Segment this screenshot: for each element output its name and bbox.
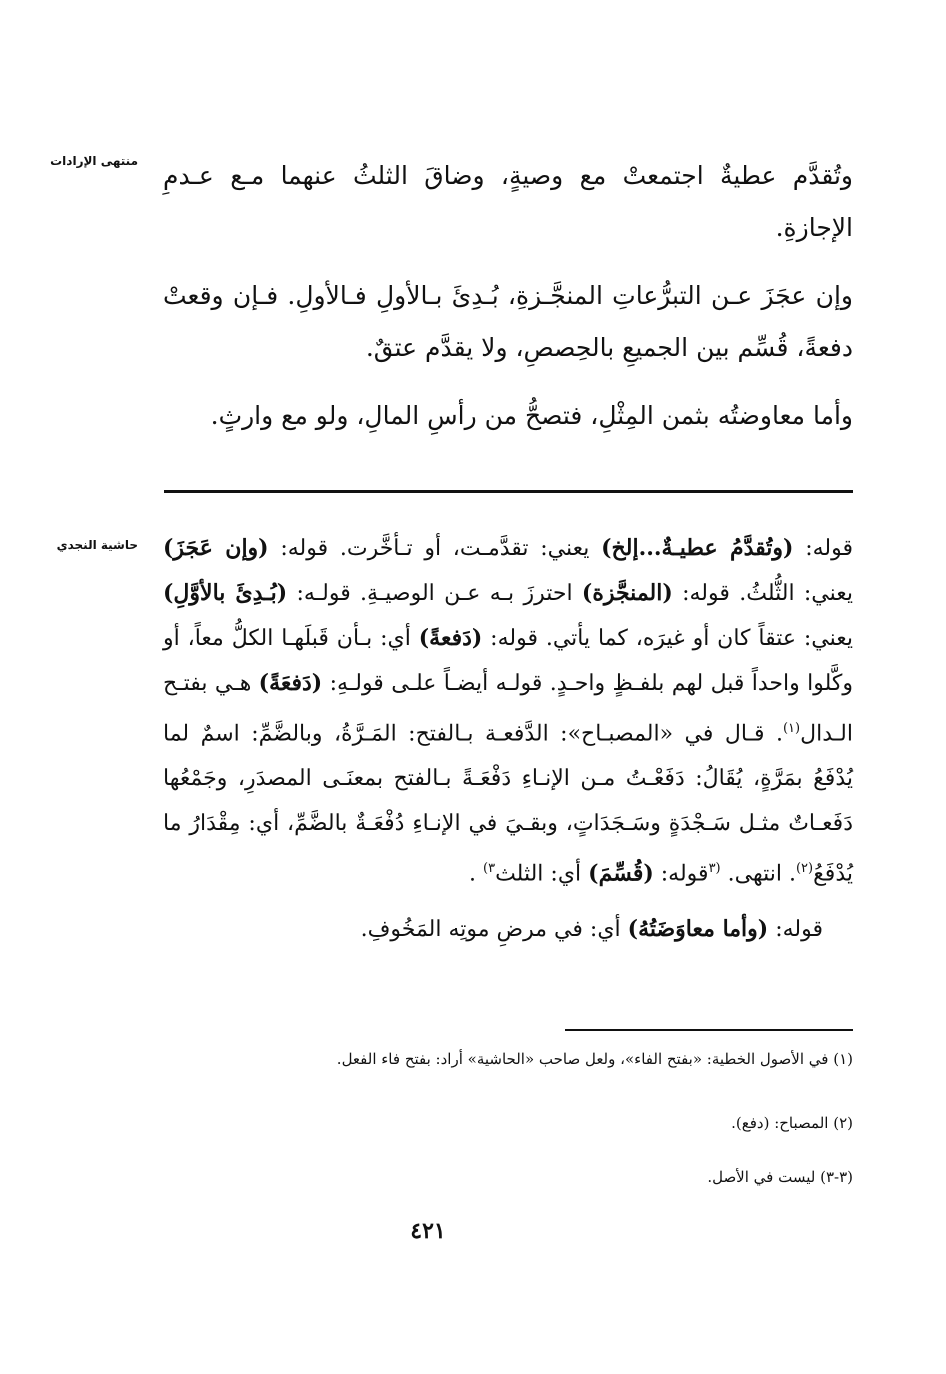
section-divider <box>164 490 853 493</box>
quoted-lemma: (المنجَّزة) <box>581 580 673 606</box>
footnote-marker-3-open: (٣ <box>708 861 721 877</box>
commentary-paragraph-2 <box>163 907 853 952</box>
quoted-lemma: (وأما معاوَضَتُهُ) <box>627 915 769 942</box>
quoted-lemma: (قُسِّمَ) <box>588 860 654 887</box>
commentary-text-run: . قـال في «المصبـاح»: الدَّفعـة بـالفتح: المَـرَّةُ، وبالضَّمِّ: اسمٌ لما يُدْفَعُ بمَرَّةٍ، يُقَالُ: دَفَعْـتُ مـن الإنـاءِ دَفْعَـةً بـالفتح بمعنَـى المصدَرِ، وجَمْعُها دَفَعـاتٌ مثـل سَـجْدَةٍ وسَـجَدَاتٍ، وبقـيَ في الإنـاءِ دُفْعَـةٌ بالضَّمِّ، أي: مِقْدَارُ ما يُدْفَعُ <box>163 721 853 887</box>
main-text <box>163 150 853 442</box>
commentary-text-run: احترزَ بـه عـن الوصيـةِ. قولـه: <box>287 581 582 606</box>
commentary-text-run: قوله: <box>793 536 854 561</box>
commentary-text-run: أي: بـأن قَبلَهـا الكلُّ معاً، أو وكَّلوا واحداً قبل لهم بلفـظٍ واحـدٍ. قولـه أيضـاً علـى قولـهِ: <box>163 626 853 696</box>
commentary-paragraph-1 <box>163 526 853 897</box>
commentary-text-run: يعني: تقدَّمـت، أو تـأخَّرت. قوله: <box>268 536 602 561</box>
footnote-2: (٢) المصباح: (دفع). <box>731 1114 853 1132</box>
commentary-text-run: قوله: <box>768 916 823 942</box>
commentary-text <box>163 526 853 952</box>
footnote-marker-1: (١) <box>782 721 801 736</box>
main-paragraph-3: وأما معاوضتُه بثمن المِثْلِ، فتصحُّ من رأسِ المالِ، ولو مع وارثٍ. <box>210 401 853 430</box>
footnote-3: (٣-٣) ليست في الأصل. <box>707 1168 853 1186</box>
quoted-lemma: (وتُقدَّمُ عطيـةٌ...إلخ) <box>601 535 794 561</box>
commentary-text-run: . <box>469 861 484 887</box>
commentary-text-run: أي: الثلث <box>495 861 589 887</box>
margin-label-main: منتهى الإرادات <box>50 154 138 168</box>
footnote-1: (١) في الأصول الخطية: «بفتح الفاء»، ولعل صاحب «الحاشية» أراد: بفتح فاء الفعل. <box>336 1050 853 1068</box>
commentary-text-run: . انتهى. <box>720 861 796 887</box>
quoted-lemma: (وإن عَجَزَ) <box>163 535 269 561</box>
commentary-text-run: هـي بفتـح الـدال <box>163 671 853 747</box>
page-number: ٤٢١ <box>410 1218 446 1244</box>
commentary-text-run: قوله: <box>653 861 709 887</box>
footnote-marker-2: (٢) <box>795 861 814 877</box>
footnote-divider <box>565 1029 853 1031</box>
quoted-lemma: (بُـدِئَ بالأوَّلِ) <box>163 580 288 606</box>
quoted-lemma: (دَفعَةً) <box>258 670 323 696</box>
quoted-lemma: (دَفعةً) <box>418 625 483 651</box>
main-paragraph-1: وتُقدَّم عطيةٌ اجتمعتْ مع وصيةٍ، وضاقَ الثلثُ عنهما مـع عـدمِ الإجازةِ. <box>163 161 853 242</box>
footnote-marker-3-close: ٣) <box>483 861 496 877</box>
margin-label-commentary: حاشية النجدي <box>56 538 138 552</box>
commentary-text-run: يعني: عتقاً كان أو غيرَه، كما يأتي. قوله: <box>482 626 853 651</box>
commentary-text-run: أي: في مرضِ موتِه المَخُوفِ. <box>360 916 628 942</box>
commentary-text-run: يعني: الثُّلثُ. قوله: <box>672 581 854 606</box>
main-paragraph-2: وإن عجَزَ عـن التبرُّعاتِ المنجَّـزةِ، بُـدِئَ بـالأولِ فـالأولِ. فـإن وقعتْ دفعةً، قُسِّم بين الجميعِ بالحِصصِ، ولا يقدَّم عتقٌ. <box>163 281 853 362</box>
